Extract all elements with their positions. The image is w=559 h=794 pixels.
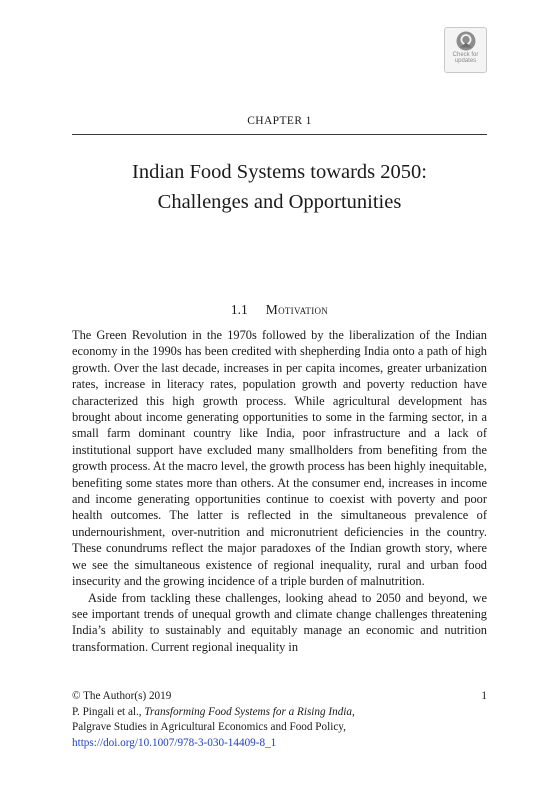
chapter-title-line2: Challenges and Opportunities bbox=[157, 191, 402, 213]
doi-link[interactable]: https://doi.org/10.1007/978-3-030-14409-8_1 bbox=[72, 736, 277, 749]
chapter-label: CHAPTER 1 bbox=[247, 115, 312, 127]
series-name: Palgrave Studies in Agricultural Economics and Food Policy, bbox=[72, 721, 346, 733]
chapter-title-line1: Indian Food Systems towards 2050: bbox=[132, 161, 427, 183]
chapter-title bbox=[60, 157, 499, 217]
section-title: Motivation bbox=[265, 302, 329, 317]
body-text bbox=[72, 327, 487, 655]
footer bbox=[72, 689, 487, 751]
paragraph: Aside from tackling these challenges, looking ahead to 2050 and beyond, we see important trends of unequal growth and climate change challenges threatening India’s ability to sustainably and equitably manage an economic and nutrition transformation. Current regional inequality in bbox=[72, 590, 487, 654]
check-for-updates-badge[interactable] bbox=[444, 27, 487, 73]
book-title: Transforming Food Systems for a Rising India bbox=[144, 705, 353, 718]
section-heading bbox=[0, 302, 559, 318]
badge-label-line1: Check for bbox=[452, 52, 479, 58]
chapter-rule bbox=[72, 134, 487, 135]
citation-authors: P. Pingali et al., bbox=[72, 705, 145, 718]
copyright-notice: © The Author(s) 2019 bbox=[72, 690, 172, 702]
citation bbox=[72, 705, 487, 721]
badge-label bbox=[445, 52, 486, 64]
page-number: 1 bbox=[481, 690, 487, 702]
paragraph: The Green Revolution in the 1970s followed by the liberalization of the Indian economy in the 1990s has been credited with shepherding India onto a path of high growth. Over the last decade, increases in per capita incomes, greater urbanization rates, increase in literacy rates, population growth and poverty reduction have characterized this high growth process. While agricultural development has brought about income generating opportunities to some in the farming sector, in a small farm dominant country like India, poor infrastructure and a lack of institutional support have excluded many smallholders from benefiting from the growth process. At the macro level, the growth process has been highly inequitable, benefiting some states more than others. At the consumer end, increases in income and income generating opportunities continue to coexist with poverty and poor health outcomes. The latter is reflected in the simultaneous prevalence of undernourishment, over-nutrition and micronutrient deficiencies in the country. These conundrums reflect the major paradoxes of the Indian growth story, where we see the simultaneous existence of regional inequality, rural and urban food insecurity and the growing incidence of a triple burden of malnutrition. bbox=[72, 328, 487, 589]
citation-punct: , bbox=[352, 705, 355, 718]
badge-label-line2: updates bbox=[454, 58, 477, 64]
section-number: 1.1 bbox=[230, 302, 248, 317]
check-for-updates-icon bbox=[456, 31, 476, 51]
